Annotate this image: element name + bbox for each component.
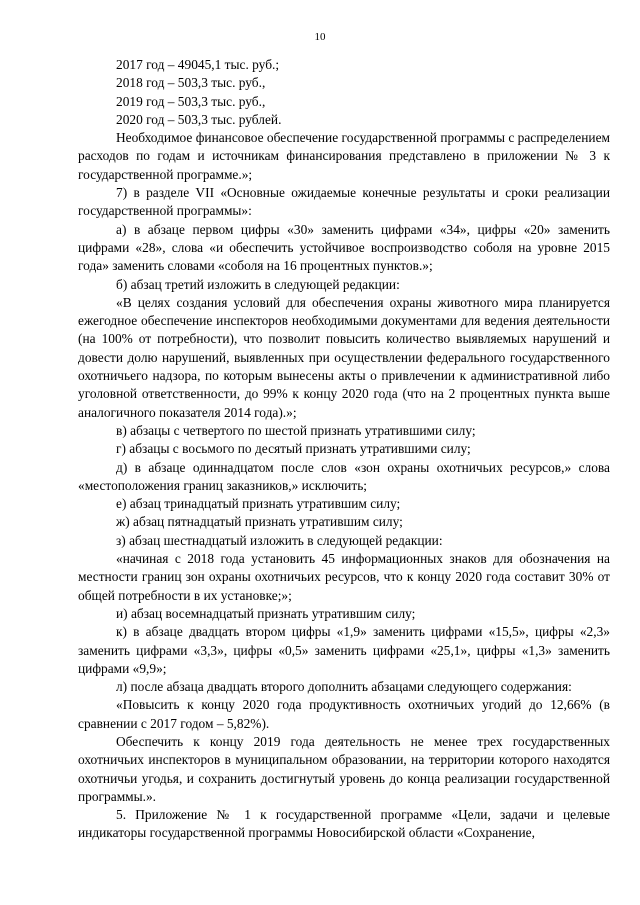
page-number: 10 [314,31,326,43]
paragraph-item-l: л) после абзаца двадцать второго дополнить абзацами следующего содержания: [116,679,572,695]
paragraph-2018-amount: 2018 год – 503,3 тыс. руб., [116,75,266,91]
paragraph-2017-amount: 2017 год – 49045,1 тыс. руб.; [116,57,280,72]
paragraph-item-d: д) в абзаце одиннадцатом после слов «зон охраны охотничьих ресурсов,» слова «местоположения границ заказников,» исключить; [78,459,610,493]
paragraph-quote-wildlife: «В целях создания условий для обеспечения охраны животного мира планируется ежегодное обеспечение инспекторов необходимыми документами для ведения деятельности (на 100% от потребности), что позволит повысить количество выявляемых нарушений и довести долю нарушений, выявленных при осуществлении федерального государственного охотничьего надзора, по которым вынесены акты о привлечении к административной либо уголовной ответственности, до 99% к концу 2020 года (что на 2 процентных пункта выше аналогичного показателя 2014 года).»; [78,294,610,420]
paragraph-item-zh: ж) абзац пятнадцатый признать утратившим силу; [116,514,403,530]
paragraph-item-v: в) абзацы с четвертого по шестой признать утратившими силу; [116,422,476,438]
document-body [78,56,610,843]
paragraph-item-z: з) абзац шестнадцатый изложить в следующей редакции: [116,532,443,548]
paragraph-item-i: и) абзац восемнадцатый признать утратившим силу; [116,605,416,621]
paragraph-item-k: к) в абзаце двадцать втором цифры «1,9» заменить цифрами «15,5», цифры «2,3» заменить цифрами «3,3», цифры «0,5» заменить цифрами «25,1», цифры «1,3» заменить цифрами «9,9»; [78,624,610,676]
paragraph-2020-amount: 2020 год – 503,3 тыс. рублей. [116,111,282,127]
paragraph-financing: Необходимое финансовое обеспечение государственной программы с распределением расходов по годам и источникам финансирования представлено в приложении № 3 к государственной программе.»; [78,130,610,182]
paragraph-item-e: е) абзац тринадцатый признать утратившим силу; [116,496,401,512]
paragraph-quote-signs: «начиная с 2018 года установить 45 информационных знаков для обозначения на местности границ зон охраны охотничьих ресурсов, что к концу 2020 года составит 30% от общей потребности в их установке;»; [78,551,610,603]
paragraph-item-a: а) в абзаце первом цифры «30» заменить цифрами «34», цифры «20» заменить цифрами «28», слова «и обеспечить устойчивое воспроизводство соболя на уровне 2015 года» заменить словами «соболя на 16 процентных пунктов.»; [78,221,610,274]
paragraph-item-b: б) абзац третий изложить в следующей редакции: [116,276,400,292]
paragraph-item-g: г) абзацы с восьмого по десятый признать утратившими силу; [116,441,471,457]
paragraph-item-7: 7) в разделе VII «Основные ожидаемые конечные результаты и сроки реализации государственной программы»: [78,185,610,219]
paragraph-quote-productivity: «Повысить к концу 2020 года продуктивность охотничьих угодий до 12,66% (в сравнении с 2017 годом – 5,82%). [78,697,610,731]
paragraph-2019-amount: 2019 год – 503,3 тыс. руб., [116,93,266,109]
paragraph-inspectors: Обеспечить к концу 2019 года деятельность не менее трех государственных охотничьих инспекторов в муниципальном образовании, на территории которого находятся охотничьи угодья, и сохранить достигнутый уровень до конца реализации государственной программы.». [78,733,610,804]
paragraph-item-5: 5. Приложение № 1 к государственной программе «Цели, задачи и целевые индикаторы государственной программы Новосибирской области «Сохранение, [78,807,610,841]
